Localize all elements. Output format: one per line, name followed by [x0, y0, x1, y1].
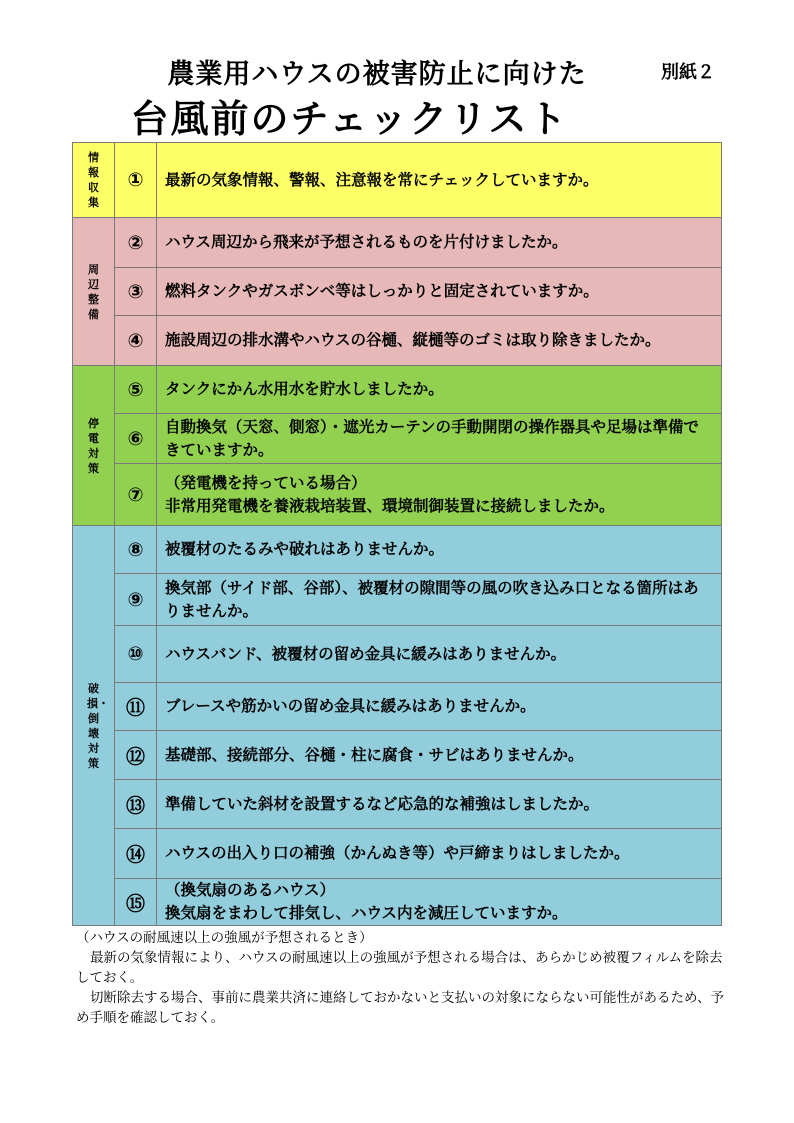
table-row: [73, 626, 722, 683]
item-number: ④: [115, 316, 157, 366]
item-number: ⑧: [115, 526, 157, 574]
item-text-block: [157, 879, 722, 926]
item-number: ⑥: [115, 414, 157, 464]
item-condition: （発電機を持っている場合）: [165, 473, 367, 492]
category-cell: 停電対策: [73, 366, 115, 526]
table-row: [73, 366, 722, 414]
item-number: ⑮: [115, 879, 157, 926]
page-title-line1: 農業用ハウスの被害防止に向けた: [167, 59, 587, 90]
item-text: 非常用発電機を養液栽培装置、環境制御装置に接続しましたか。: [165, 496, 615, 515]
item-number: ⑦: [115, 464, 157, 526]
item-text: ブレースや筋かいの留め金具に緩みはありませんか。: [157, 683, 722, 731]
item-text: タンクにかん水用水を貯水しましたか。: [157, 366, 722, 414]
item-text-block: [157, 464, 722, 526]
category-cell: 破損・倒壊対策: [73, 526, 115, 926]
table-row: [73, 780, 722, 829]
table-row: [73, 316, 722, 366]
table-row: [73, 526, 722, 574]
table-row: [73, 143, 722, 218]
item-number: ⑨: [115, 574, 157, 626]
item-number: ⑩: [115, 626, 157, 683]
item-text: 換気部（サイド部、谷部）、被覆材の隙間等の風の吹き込み口となる箇所はありませんか。: [157, 574, 722, 626]
item-text: 最新の気象情報、警報、注意報を常にチェックしていますか。: [157, 143, 722, 218]
item-number: ⑫: [115, 731, 157, 780]
item-number: ⑪: [115, 683, 157, 731]
item-number: ②: [115, 218, 157, 268]
page-title-line2: 台風前のチェックリスト: [130, 97, 569, 141]
table-row: [73, 218, 722, 268]
notes-paragraph: 切断除去する場合、事前に農業共済に連絡しておかないと支払いの対象にならない可能性があるため、予め手順を確認しておく。: [76, 990, 724, 1026]
item-text: ハウスバンド、被覆材の留め金具に緩みはありませんか。: [157, 626, 722, 683]
item-condition: （換気扇のあるハウス）: [165, 881, 336, 899]
item-number: ①: [115, 143, 157, 218]
attachment-label: 別紙２: [661, 62, 715, 83]
category-cell: 情報収集: [73, 143, 115, 218]
checklist-table: [72, 142, 722, 926]
table-row: [73, 414, 722, 464]
table-row: [73, 879, 722, 926]
table-row: [73, 268, 722, 316]
table-row: [73, 829, 722, 879]
item-number: ⑤: [115, 366, 157, 414]
notes-paragraph: 最新の気象情報により、ハウスの耐風速以上の強風が予想される場合は、あらかじめ被覆フィルムを除去しておく。: [76, 950, 723, 986]
item-text: 燃料タンクやガスボンベ等はしっかりと固定されていますか。: [157, 268, 722, 316]
item-number: ③: [115, 268, 157, 316]
notes-heading: （ハウスの耐風速以上の強風が予想されるとき）: [76, 930, 373, 946]
category-cell: 周辺整備: [73, 218, 115, 366]
table-row: [73, 731, 722, 780]
item-text: 施設周辺の排水溝やハウスの谷樋、縦樋等のゴミは取り除きましたか。: [157, 316, 722, 366]
item-text: ハウス周辺から飛来が予想されるものを片付けましたか。: [157, 218, 722, 268]
item-text: 換気扇をまわして排気し、ハウス内を減圧していますか。: [165, 904, 568, 922]
table-row: [73, 574, 722, 626]
item-text: 準備していた斜材を設置するなど応急的な補強はしましたか。: [157, 780, 722, 829]
notes-section: [76, 928, 726, 1028]
item-number: ⑬: [115, 780, 157, 829]
item-number: ⑭: [115, 829, 157, 879]
table-row: [73, 683, 722, 731]
item-text: ハウスの出入り口の補強（かんぬき等）や戸締まりはしましたか。: [157, 829, 722, 879]
item-text: 自動換気（天窓、側窓）・遮光カーテンの手動開閉の操作器具や足場は準備できていますか。: [157, 414, 722, 464]
item-text: 被覆材のたるみや破れはありませんか。: [157, 526, 722, 574]
table-row: [73, 464, 722, 526]
item-text: 基礎部、接続部分、谷樋・柱に腐食・サビはありませんか。: [157, 731, 722, 780]
